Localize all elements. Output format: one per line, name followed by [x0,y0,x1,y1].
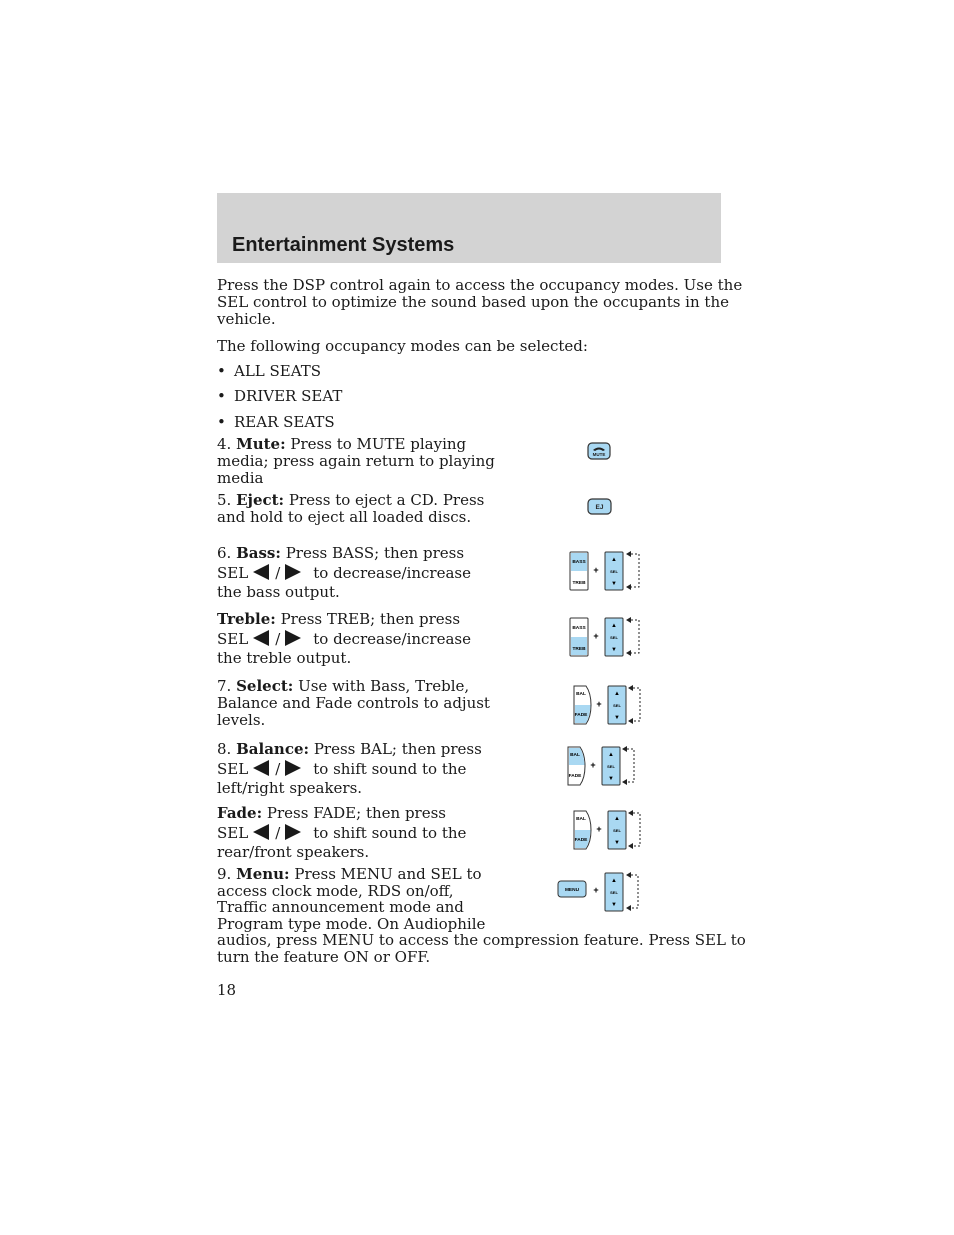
svg-text:FADE: FADE [574,713,588,718]
svg-text:+: + [596,699,602,709]
mute-button-icon [587,442,611,460]
svg-text:+: + [590,760,596,770]
select-bal-fade-diagram [572,683,644,727]
list-item: • REAR SEATS [217,413,335,431]
svg-text:▼: ▼ [614,840,620,846]
mute-icon-label: MUTE [592,452,606,457]
svg-text:▲: ▲ [611,623,617,629]
fade-sel-diagram [572,808,644,852]
right-arrow-icon [285,824,301,840]
svg-text:+: + [593,631,599,641]
svg-text:▲: ▲ [614,691,620,697]
svg-text:▼: ▼ [614,715,620,721]
list-item-text: ALL SEATS [234,362,322,380]
left-arrow-icon [253,564,269,580]
bass-sel-diagram [568,549,644,593]
svg-text:▼: ▼ [611,902,617,908]
svg-text:▲: ▲ [614,816,620,822]
svg-text:▲: ▲ [608,752,614,758]
intro-line: Press the DSP control again to access the occupancy modes. Use the [217,276,743,294]
svg-text:+: + [593,885,599,895]
svg-text:SEL: SEL [613,703,621,708]
right-arrow-icon [285,630,301,646]
right-arrow-icon [285,564,301,580]
svg-text:+: + [593,565,599,575]
intro-paragraph [217,277,742,328]
svg-text:▼: ▼ [608,776,614,782]
section-title: Entertainment Systems [232,234,455,256]
eject-icon-label: EJ [595,504,604,511]
svg-text:BAL: BAL [576,817,586,822]
select-description: 7. Select: Use with Bass, Treble, Balance and Fade controls to adjust levels. [217,677,490,729]
svg-text:SEL: SEL [613,828,621,833]
menu-description: 9. Menu: Press MENU and SEL to access clock mode, RDS on/off, Traffic announcement mode and Program type mode. On Audiophile audios, press MENU to access the compression feature. Press SEL to turn the feature ON or OFF. [217,865,746,966]
svg-text:TREB: TREB [572,647,586,652]
eject-button-icon [587,498,612,515]
list-item-text: DRIVER SEAT [234,387,343,405]
left-arrow-icon [253,630,269,646]
svg-text:▲: ▲ [611,878,617,884]
section-header [217,193,721,263]
svg-text:SEL: SEL [607,764,615,769]
svg-text:SEL: SEL [610,890,618,895]
svg-text:TREB: TREB [572,581,586,586]
balance-sel-diagram [566,744,638,788]
svg-text:MENU: MENU [564,888,580,893]
svg-text:BAL: BAL [576,692,586,697]
list-item: • DRIVER SEAT [217,387,343,405]
right-arrow-icon [285,760,301,776]
treble-sel-diagram [568,615,644,659]
bass-description: 6. Bass: Press BASS; then press SEL / to decrease/increase the bass output. [217,544,471,601]
svg-text:BAL: BAL [570,753,580,758]
left-arrow-icon [253,824,269,840]
svg-text:▼: ▼ [611,581,617,587]
occupancy-intro: The following occupancy modes can be selected: [217,337,588,355]
svg-text:FADE: FADE [568,774,582,779]
list-item-text: REAR SEATS [234,413,335,431]
svg-text:BASS: BASS [572,560,586,565]
svg-text:SEL: SEL [610,635,618,640]
intro-line: vehicle. [217,310,276,328]
page-number: 18 [217,981,237,999]
fade-description: Fade: Press FADE; then press SEL / to shift sound to the rear/front speakers. [217,804,467,861]
svg-text:SEL: SEL [610,569,618,574]
menu-sel-diagram [556,870,642,914]
mute-description: 4. Mute: Press to MUTE playing media; press again return to playing media [217,435,495,487]
intro-line: SEL control to optimize the sound based upon the occupants in the [217,293,729,311]
svg-text:▼: ▼ [611,647,617,653]
list-item: • ALL SEATS [217,362,322,380]
eject-description: 5. Eject: Press to eject a CD. Press and hold to eject all loaded discs. [217,491,485,526]
svg-text:▲: ▲ [611,557,617,563]
svg-text:+: + [596,824,602,834]
balance-description: 8. Balance: Press BAL; then press SEL / to shift sound to the left/right speakers. [217,740,482,797]
treble-description: Treble: Press TREB; then press SEL / to decrease/increase the treble output. [217,610,471,667]
svg-text:FADE: FADE [574,838,588,843]
svg-text:BASS: BASS [572,626,586,631]
left-arrow-icon [253,760,269,776]
